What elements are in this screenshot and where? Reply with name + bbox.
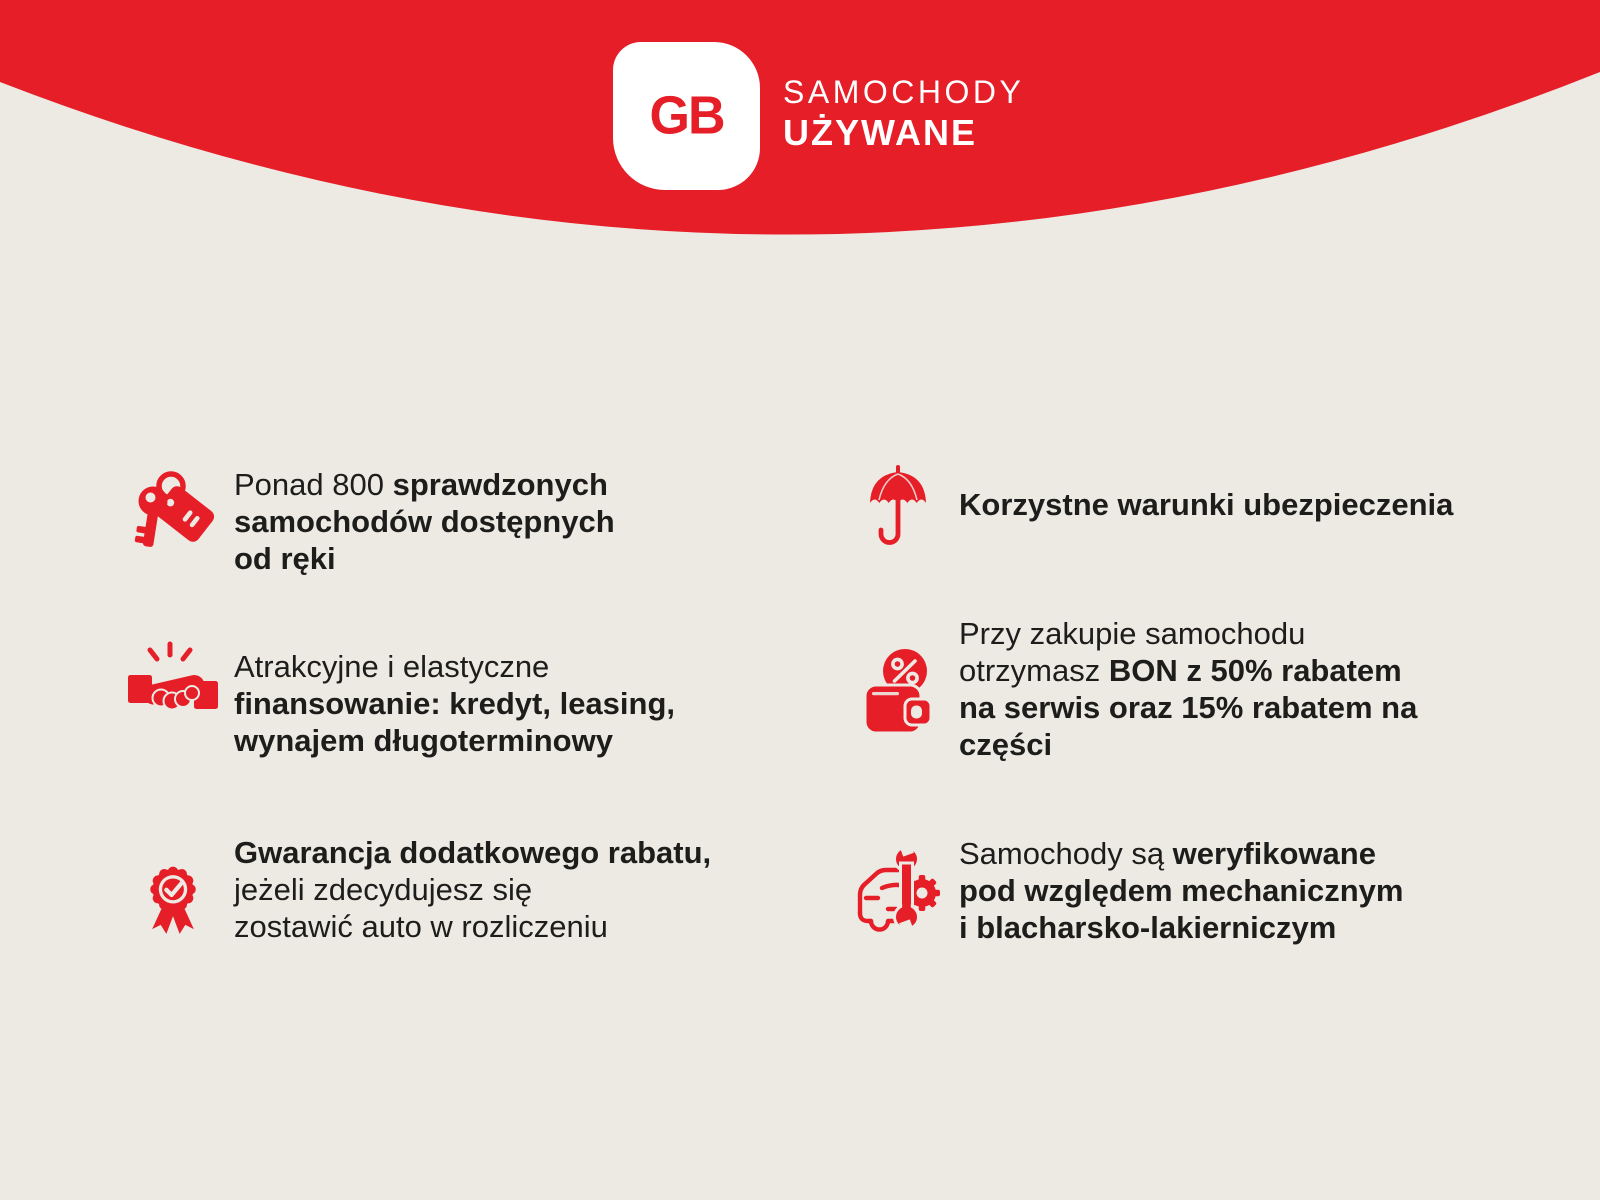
- feature-text: [959, 615, 1417, 763]
- brand-logo-card: [613, 42, 760, 190]
- feature-text: [234, 466, 615, 577]
- feature-text-bold-run: części: [959, 727, 1053, 762]
- feature-text-bold-run: i blacharsko-lakierniczym: [959, 910, 1337, 945]
- feature-text-bold-run: weryfikowane: [1172, 836, 1376, 871]
- feature-item: [125, 466, 615, 577]
- feature-text-bold-run: samochodów dostępnych: [234, 504, 615, 539]
- feature-text-bold-run: wynajem długoterminowy: [234, 723, 613, 758]
- feature-item: [850, 615, 1417, 763]
- feature-text-run: Samochody są: [959, 836, 1173, 871]
- feature-text-bold-run: finansowanie: kredyt, leasing,: [234, 686, 676, 721]
- feature-text-bold-run: pod względem mechanicznym: [959, 873, 1404, 908]
- feature-item: [850, 835, 1403, 946]
- feature-text: [234, 834, 711, 945]
- feature-text-run: Przy zakupie samochodu: [959, 616, 1306, 651]
- umbrella-icon: [850, 465, 945, 549]
- feature-text-run: Atrakcyjne i elastyczne: [234, 649, 550, 684]
- feature-item: [850, 486, 1453, 549]
- feature-text: [234, 648, 675, 759]
- feature-text-run: otrzymasz: [959, 653, 1109, 688]
- feature-text-bold-run: Korzystne warunki ubezpieczenia: [959, 487, 1454, 522]
- brand-wordmark-bottom: UŻYWANE: [783, 112, 977, 153]
- feature-text: [959, 486, 1453, 523]
- handshake-icon: [125, 638, 220, 728]
- feature-text-bold-run: od ręki: [234, 541, 336, 576]
- award-badge-icon: [125, 857, 220, 952]
- feature-text-bold-run: sprawdzonych: [392, 467, 608, 502]
- header-red-curve: [0, 0, 1600, 320]
- feature-text-bold-run: BON z 50% rabatem: [1108, 653, 1402, 688]
- feature-item: [125, 834, 711, 952]
- brand-wordmark: [783, 76, 1024, 151]
- brand-wordmark-top: SAMOCHODY: [783, 74, 1025, 110]
- gb-logo-letters: GB: [649, 85, 724, 147]
- car-service-icon: [850, 843, 945, 933]
- feature-text-bold-run: na serwis oraz 15% rabatem na: [959, 690, 1418, 725]
- feature-text-run: zostawić auto w rozliczeniu: [234, 909, 608, 944]
- feature-text-run: Ponad 800: [234, 467, 393, 502]
- feature-text-bold-run: Gwarancja dodatkowego rabatu,: [234, 835, 712, 870]
- feature-item: [125, 648, 675, 759]
- feature-text-run: jeżeli zdecydujesz się: [234, 872, 533, 907]
- key-tag-icon: [125, 465, 220, 553]
- wallet-discount-icon: [850, 647, 945, 741]
- feature-text: [959, 835, 1403, 946]
